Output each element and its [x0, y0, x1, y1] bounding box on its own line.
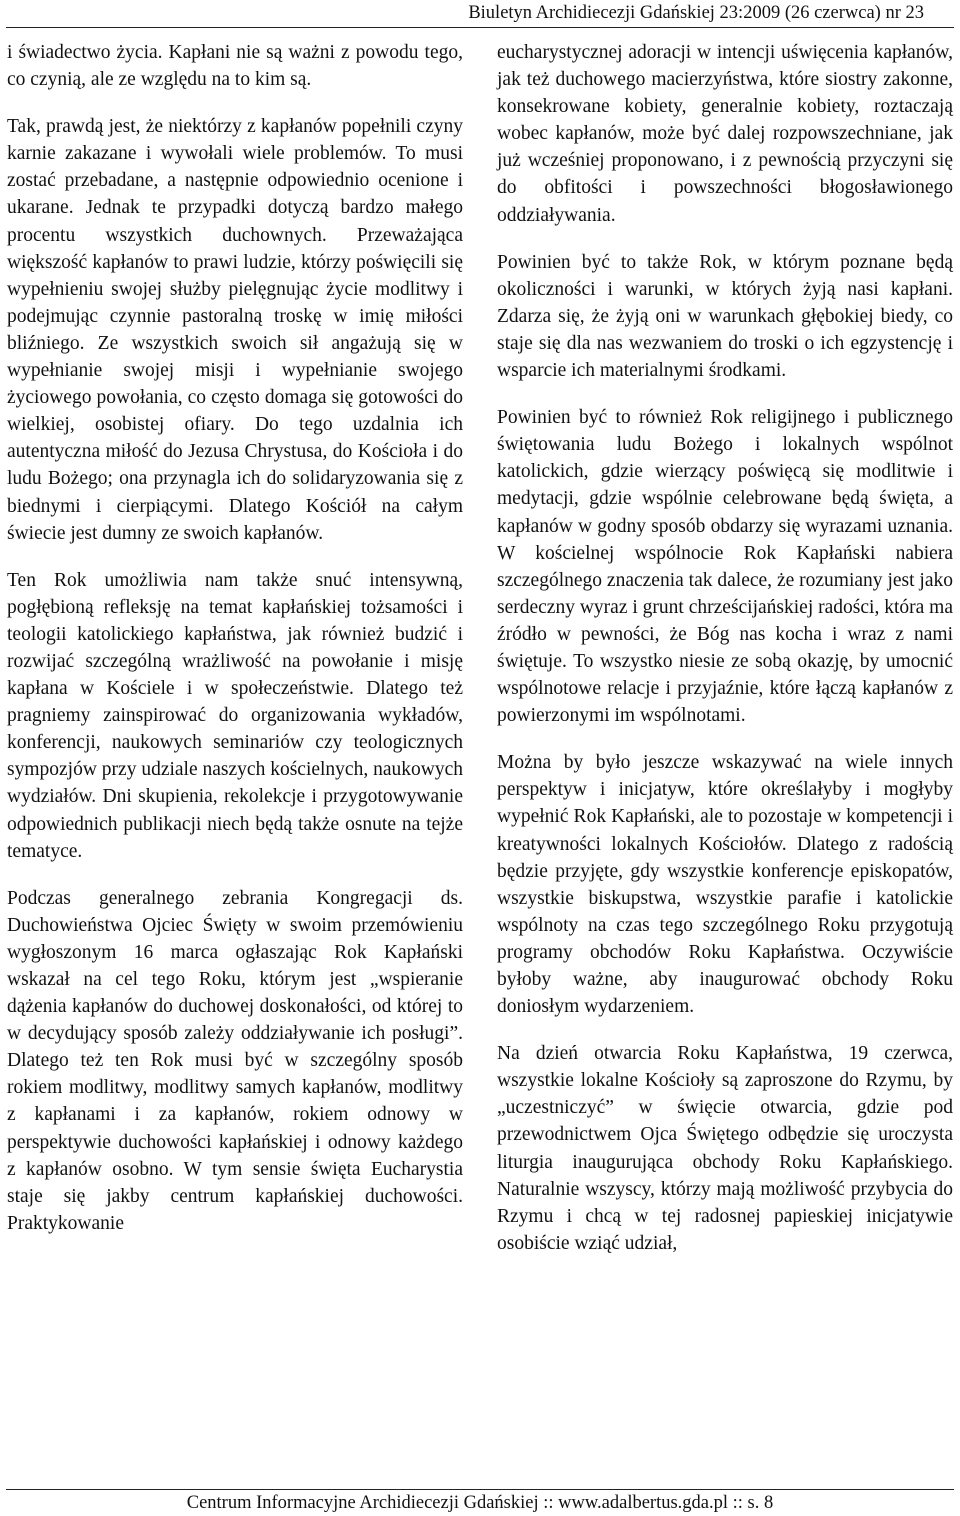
header-divider: [6, 27, 954, 28]
running-header: Biuletyn Archidiecezji Gdańskiej 23:2009 (26 czerwca) nr 23: [468, 3, 924, 23]
paragraph: Podczas generalnego zebrania Kongregacji ds. Duchowieństwa Ojciec Święty w swoim przemówieniu wygłoszonym 16 marca ogłaszając Rok Kapłański wskazał na cel tego Roku, którym jest „wspieranie dążenia kapłanów do duchowej doskonałości, od której to w decydujący sposób zależy oddziaływanie ich posługi”. Dlatego też ten Rok musi być w szczególny sposób rokiem modlitwy, modlitwy samych kapłanów, modlitwy z kapłanami i za kapłanów, rokiem odnowy w perspektywie duchowości kapłańskiej i odnowy każdego z kapłanów osobno. W tym sensie święta Eucharystia staje się jakby centrum kapłańskiej duchowości. Praktykowanie: [7, 887, 463, 1234]
paragraph: Można by było jeszcze wskazywać na wiele innych perspektyw i inicjatyw, które określałyby i mogłyby wypełnić Rok Kapłański, ale to pozostaje w kompetencji i kreatywności lokalnych Kościołów. Dlatego z radością będzie przyjęte, gdy wszystkie konferencje episkopatów, wszystkie biskupstwa, wszystkie parafie i katolickie wspólnoty na czas tego szczególnego Roku przygotują programy obchodów Roku Kapłaństwa. Oczywiście byłoby ważne, aby inaugurować obchody Roku doniosłym wydarzeniem.: [497, 752, 953, 1018]
paragraph: Tak, prawdą jest, że niektórzy z kapłanów popełnili czyny karnie zakazane i wywołali wiele problemów. To musi zostać przebadane, a następnie odpowiednio ocenione i ukarane. Jednak te przypadki dotyczą bardzo małego procentu wszystkich duchownych. Przeważająca większość kapłanów to prawi ludzie, którzy poświęcili się wypełnieniu swojej służby pielęgnując życie modlitwy i podejmując czynnie pastoralną troskę w imię miłości bliźniego. Ze wszystkich swoich sił angażują się w wypełnianie swojej misji i wypełnianie swojego życiowego powołania, co często domaga się gotowości do wielkiej, osobistej ofiary. Do tego uzdalnia ich autentyczna miłość do Jezusa Chrystusa, do Kościoła i do ludu Bożego; ona przynagla ich do solidaryzowania się z biednymi i cierpiącymi. Dlatego Kościół na całym świecie jest dumny ze swoich kapłanów.: [7, 116, 463, 544]
left-column: [7, 39, 463, 1257]
paragraph: Powinien być to również Rok religijnego i publicznego świętowania ludu Bożego i lokalnych wspólnot katolickich, gdzie wierzący poświęcą się modlitwie i medytacji, gdzie wspólnie celebrowane będą święta, a kapłanów w godny sposób obdarzy się wyrazami uznania. W kościelnej wspólnocie Rok Kapłański nabiera szczególnego znaczenia tak dalece, że rozumiany jest jako serdeczny wyraz i grunt chrześcijańskiej radości, która ma źródło w pewności, że Bóg nas kocha i wraz z nami świętuje. To wszystko niesie ze sobą okazję, by umocnić wspólnotowe relacje i przyjaźnie, które łączą kapłanów z powierzonymi im wspólnotami.: [497, 407, 953, 727]
footer-divider: [6, 1489, 954, 1490]
paragraph: Powinien być to także Rok, w którym poznane będą okoliczności i warunki, w których żyją nasi kapłani. Zdarza się, że żyją oni w warunkach głębokiej biedy, co staje się dla nas wezwaniem do troski o ich egzystencję i wsparcie ich materialnymi środkami.: [497, 251, 953, 382]
paragraph: Na dzień otwarcia Roku Kapłaństwa, 19 czerwca, wszystkie lokalne Kościoły są zaproszone do Rzymu, by „uczestniczyć” w święcie otwarcia, gdzie pod przewodnictwem Ojca Świętego odbędzie się uroczysta liturgia inaugurująca obchody Roku Kapłańskiego. Naturalnie wszyscy, którzy mają możliwość przybycia do Rzymu i chcą w tej radosnej papieskiej inicjatywie osobiście wziąć udział,: [497, 1043, 953, 1254]
right-column: [497, 39, 953, 1277]
page-footer: Centrum Informacyjne Archidiecezji Gdańskiej :: www.adalbertus.gda.pl :: s. 8: [186, 1493, 774, 1513]
paragraph: i świadectwo życia. Kapłani nie są ważni z powodu tego, co czynią, ale ze względu na to kim są.: [7, 42, 463, 91]
paragraph: eucharystycznej adoracji w intencji uświęcenia kapłanów, jak też duchowego macierzyństwa, które siostry zakonne, konsekrowane kobiety, generalnie kobiety, roztaczają wobec kapłanów, może być dalej rozpowszechniane, jak już wcześniej proponowano, i z pewnością przyczyni się do obfitości i powszechności błogosławionego oddziaływania.: [497, 42, 953, 226]
paragraph: Ten Rok umożliwia nam także snuć intensywną, pogłębioną refleksję na temat kapłańskiej tożsamości i teologii katolickiego kapłaństwa, jak również budzić i rozwijać szczególną wrażliwość na powołanie i misję kapłana w Kościele i w społeczeństwie. Dlatego też pragniemy zainspirować do organizowania wykładów, konferencji, naukowych seminariów czy teologicznych sympozjów przy udziale naszych kościelnych, naukowych wydziałów. Dni skupienia, rekolekcje i przygotowywanie odpowiednich publikacji niech będą także osnute na tejże tematyce.: [7, 569, 463, 862]
